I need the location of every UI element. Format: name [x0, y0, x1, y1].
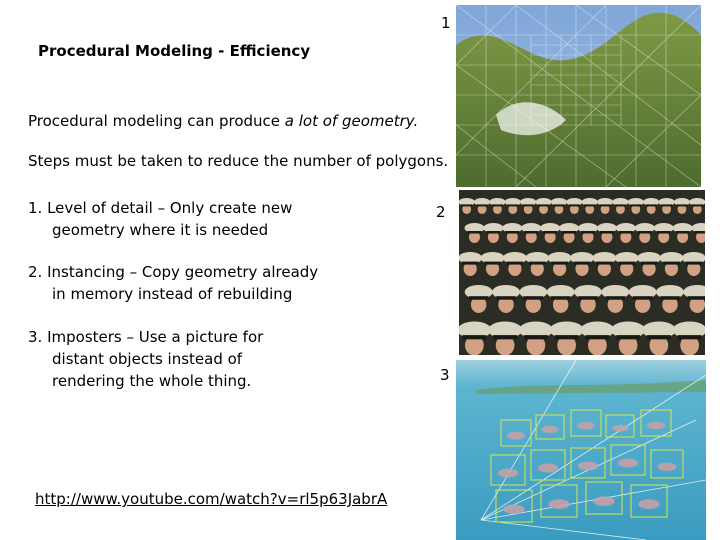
slide-title: Procedural Modeling - Efficiency [38, 42, 311, 60]
figure-number-3: 3 [440, 366, 450, 384]
intro-emphasis: a lot of geometry. [284, 112, 419, 130]
terrain-lod-image [456, 5, 701, 187]
figure-number-1: 1 [441, 14, 451, 32]
youtube-link[interactable]: http://www.youtube.com/watch?v=rl5p63JabrA [35, 490, 388, 508]
list-item-line: 1. Level of detail – Only create new [28, 199, 293, 217]
list-item-instancing [28, 261, 318, 305]
dolphin-imposters-image [456, 360, 706, 540]
crowd-graphic [459, 190, 705, 355]
intro-text [28, 112, 418, 130]
list-item-line: rendering the whole thing. [52, 372, 252, 390]
list-item-line: geometry where it is needed [52, 221, 269, 239]
intro-prefix: Procedural modeling can produce [28, 112, 285, 130]
steps-intro: Steps must be taken to reduce the number of polygons. [28, 152, 449, 170]
list-item-line: 3. Imposters – Use a picture for [28, 328, 264, 346]
terrain-lod-graphic [456, 5, 701, 187]
list-item-line: distant objects instead of [52, 350, 243, 368]
list-item-lod [28, 197, 292, 241]
dolphin-graphic [456, 360, 706, 540]
list-item-imposters [28, 326, 263, 392]
crowd-image [459, 190, 705, 355]
figure-number-2: 2 [436, 203, 446, 221]
list-item-line: 2. Instancing – Copy geometry already [28, 263, 319, 281]
list-item-line: in memory instead of rebuilding [52, 285, 293, 303]
